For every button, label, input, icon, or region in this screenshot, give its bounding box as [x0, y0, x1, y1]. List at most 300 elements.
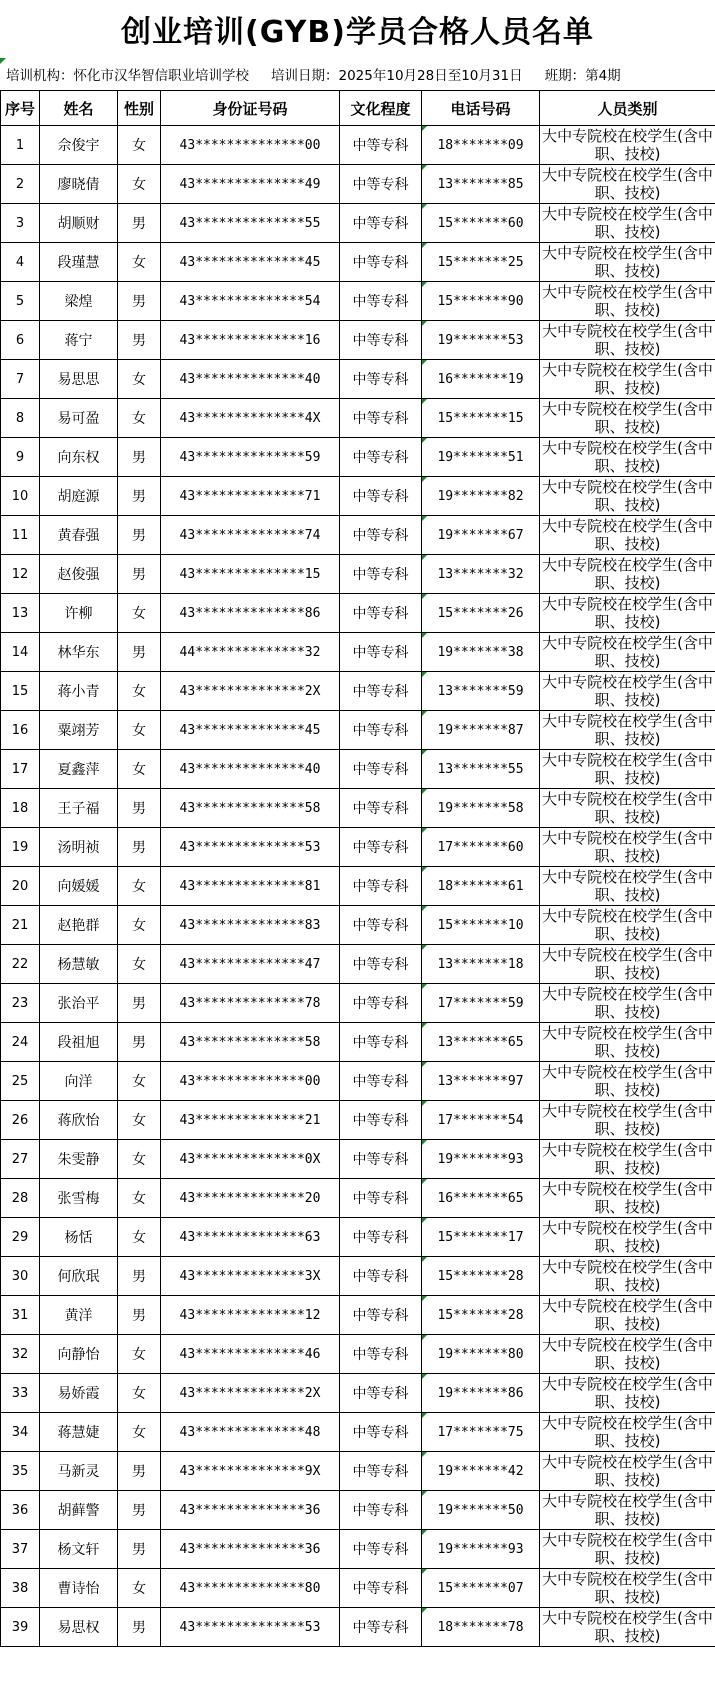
- table-row: [1, 1023, 715, 1062]
- cell-no: 38: [1, 1569, 40, 1608]
- cell-education: 中等专科: [340, 243, 422, 282]
- cell-id-number: 43**************86: [161, 594, 340, 633]
- cell-no: 29: [1, 1218, 40, 1257]
- cell-phone: 15*******26: [422, 594, 540, 633]
- cell-phone: 19*******93: [422, 1140, 540, 1179]
- table-row: [1, 1335, 715, 1374]
- cell-phone: 15*******10: [422, 906, 540, 945]
- cell-id-number: 43**************58: [161, 789, 340, 828]
- cell-no: 7: [1, 360, 40, 399]
- cell-name: 蒋慧婕: [40, 1413, 118, 1452]
- cell-sex: 女: [118, 1179, 161, 1218]
- cell-name: 粟翊芳: [40, 711, 118, 750]
- cell-id-number: 43**************15: [161, 555, 340, 594]
- cell-id-number: 43**************40: [161, 750, 340, 789]
- cell-no: 17: [1, 750, 40, 789]
- training-date: 培训日期：2025年10月28日至10月31日: [271, 68, 523, 84]
- cell-sex: 男: [118, 1257, 161, 1296]
- cell-id-number: 43**************71: [161, 477, 340, 516]
- table-row: [1, 867, 715, 906]
- cell-id-number: 43**************46: [161, 1335, 340, 1374]
- cell-category: 大中专院校在校学生(含中职、技校): [540, 672, 715, 711]
- cell-no: 31: [1, 1296, 40, 1335]
- cell-category: 大中专院校在校学生(含中职、技校): [540, 594, 715, 633]
- cell-phone: 18*******09: [422, 126, 540, 165]
- cell-id-number: 43**************74: [161, 516, 340, 555]
- cell-id-number: 43**************48: [161, 1413, 340, 1452]
- cell-sex: 女: [118, 867, 161, 906]
- cell-sex: 男: [118, 1608, 161, 1647]
- cell-category: 大中专院校在校学生(含中职、技校): [540, 1257, 715, 1296]
- cell-id-number: 43**************21: [161, 1101, 340, 1140]
- cell-name: 向东权: [40, 438, 118, 477]
- cell-phone: 19*******38: [422, 633, 540, 672]
- cell-name: 张治平: [40, 984, 118, 1023]
- cell-sex: 男: [118, 633, 161, 672]
- cell-phone: 15*******28: [422, 1296, 540, 1335]
- cell-id-number: 43**************3X: [161, 1257, 340, 1296]
- cell-education: 中等专科: [340, 1218, 422, 1257]
- cell-name: 向媛媛: [40, 867, 118, 906]
- cell-sex: 男: [118, 438, 161, 477]
- cell-no: 24: [1, 1023, 40, 1062]
- table-row: [1, 126, 715, 165]
- cell-id-number: 43**************59: [161, 438, 340, 477]
- cell-name: 朱雯静: [40, 1140, 118, 1179]
- cell-sex: 男: [118, 555, 161, 594]
- cell-phone: 13*******97: [422, 1062, 540, 1101]
- table-row: [1, 516, 715, 555]
- cell-id-number: 43**************45: [161, 711, 340, 750]
- cell-name: 蒋欣怡: [40, 1101, 118, 1140]
- header-education: 文化程度: [340, 91, 422, 126]
- cell-sex: 男: [118, 477, 161, 516]
- cell-id-number: 43**************00: [161, 126, 340, 165]
- cell-name: 张雪梅: [40, 1179, 118, 1218]
- cell-name: 易思权: [40, 1608, 118, 1647]
- cell-education: 中等专科: [340, 399, 422, 438]
- cell-education: 中等专科: [340, 789, 422, 828]
- cell-education: 中等专科: [340, 282, 422, 321]
- cell-education: 中等专科: [340, 165, 422, 204]
- table-row: [1, 750, 715, 789]
- cell-no: 8: [1, 399, 40, 438]
- cell-sex: 女: [118, 711, 161, 750]
- cell-name: 汤明祯: [40, 828, 118, 867]
- header-sex: 性别: [118, 91, 161, 126]
- cell-sex: 女: [118, 1062, 161, 1101]
- cell-id-number: 43**************12: [161, 1296, 340, 1335]
- cell-phone: 17*******60: [422, 828, 540, 867]
- cell-name: 胡庭源: [40, 477, 118, 516]
- cell-name: 向静怡: [40, 1335, 118, 1374]
- cell-name: 夏鑫萍: [40, 750, 118, 789]
- cell-education: 中等专科: [340, 1257, 422, 1296]
- cell-name: 蒋小青: [40, 672, 118, 711]
- cell-id-number: 43**************81: [161, 867, 340, 906]
- table-row: [1, 1530, 715, 1569]
- cell-category: 大中专院校在校学生(含中职、技校): [540, 906, 715, 945]
- cell-name: 杨恬: [40, 1218, 118, 1257]
- cell-no: 9: [1, 438, 40, 477]
- cell-id-number: 43**************20: [161, 1179, 340, 1218]
- cell-no: 11: [1, 516, 40, 555]
- table-row: [1, 321, 715, 360]
- cell-education: 中等专科: [340, 438, 422, 477]
- cell-id-number: 43**************47: [161, 945, 340, 984]
- cell-education: 中等专科: [340, 1101, 422, 1140]
- cell-no: 1: [1, 126, 40, 165]
- cell-sex: 女: [118, 1140, 161, 1179]
- cell-no: 15: [1, 672, 40, 711]
- cell-id-number: 43**************45: [161, 243, 340, 282]
- cell-id-number: 43**************16: [161, 321, 340, 360]
- cell-no: 16: [1, 711, 40, 750]
- cell-id-number: 43**************4X: [161, 399, 340, 438]
- header-category: 人员类别: [540, 91, 715, 126]
- cell-sex: 男: [118, 789, 161, 828]
- cell-name: 蒋宁: [40, 321, 118, 360]
- cell-category: 大中专院校在校学生(含中职、技校): [540, 1452, 715, 1491]
- cell-name: 王子福: [40, 789, 118, 828]
- cell-name: 胡藓警: [40, 1491, 118, 1530]
- cell-phone: 15*******07: [422, 1569, 540, 1608]
- cell-education: 中等专科: [340, 1452, 422, 1491]
- cell-sex: 男: [118, 321, 161, 360]
- cell-name: 杨慧敏: [40, 945, 118, 984]
- cell-sex: 男: [118, 828, 161, 867]
- cell-category: 大中专院校在校学生(含中职、技校): [540, 477, 715, 516]
- cell-category: 大中专院校在校学生(含中职、技校): [540, 1140, 715, 1179]
- cell-phone: 15*******25: [422, 243, 540, 282]
- cell-sex: 女: [118, 1218, 161, 1257]
- cell-no: 21: [1, 906, 40, 945]
- cell-phone: 19*******82: [422, 477, 540, 516]
- cell-name: 杨文轩: [40, 1530, 118, 1569]
- cell-education: 中等专科: [340, 1374, 422, 1413]
- cell-sex: 男: [118, 282, 161, 321]
- cell-sex: 男: [118, 516, 161, 555]
- cell-phone: 19*******50: [422, 1491, 540, 1530]
- cell-no: 37: [1, 1530, 40, 1569]
- cell-education: 中等专科: [340, 1569, 422, 1608]
- table-row: [1, 1491, 715, 1530]
- cell-id-number: 43**************36: [161, 1491, 340, 1530]
- cell-education: 中等专科: [340, 594, 422, 633]
- cell-no: 20: [1, 867, 40, 906]
- table-row: [1, 1179, 715, 1218]
- cell-category: 大中专院校在校学生(含中职、技校): [540, 321, 715, 360]
- cell-name: 赵俊强: [40, 555, 118, 594]
- table-header-row: [1, 91, 715, 126]
- cell-sex: 女: [118, 1413, 161, 1452]
- cell-category: 大中专院校在校学生(含中职、技校): [540, 1218, 715, 1257]
- cell-education: 中等专科: [340, 360, 422, 399]
- cell-education: 中等专科: [340, 711, 422, 750]
- cell-no: 14: [1, 633, 40, 672]
- cell-sex: 男: [118, 984, 161, 1023]
- cell-education: 中等专科: [340, 321, 422, 360]
- cell-no: 5: [1, 282, 40, 321]
- cell-phone: 13*******59: [422, 672, 540, 711]
- cell-name: 黄洋: [40, 1296, 118, 1335]
- cell-category: 大中专院校在校学生(含中职、技校): [540, 828, 715, 867]
- cell-sex: 女: [118, 1569, 161, 1608]
- table-row: [1, 711, 715, 750]
- cell-category: 大中专院校在校学生(含中职、技校): [540, 1023, 715, 1062]
- cell-education: 中等专科: [340, 1608, 422, 1647]
- cell-sex: 女: [118, 945, 161, 984]
- cell-no: 39: [1, 1608, 40, 1647]
- table-row: [1, 1218, 715, 1257]
- cell-education: 中等专科: [340, 1413, 422, 1452]
- cell-category: 大中专院校在校学生(含中职、技校): [540, 282, 715, 321]
- cell-no: 32: [1, 1335, 40, 1374]
- cell-no: 36: [1, 1491, 40, 1530]
- cell-name: 易娇霞: [40, 1374, 118, 1413]
- header-id: 身份证号码: [161, 91, 340, 126]
- cell-education: 中等专科: [340, 555, 422, 594]
- cell-sex: 女: [118, 243, 161, 282]
- table-row: [1, 906, 715, 945]
- cell-education: 中等专科: [340, 1296, 422, 1335]
- cell-category: 大中专院校在校学生(含中职、技校): [540, 1569, 715, 1608]
- cell-education: 中等专科: [340, 516, 422, 555]
- cell-category: 大中专院校在校学生(含中职、技校): [540, 1608, 715, 1647]
- cell-sex: 女: [118, 1101, 161, 1140]
- table-row: [1, 1296, 715, 1335]
- cell-sex: 男: [118, 1530, 161, 1569]
- cell-category: 大中专院校在校学生(含中职、技校): [540, 204, 715, 243]
- cell-phone: 17*******54: [422, 1101, 540, 1140]
- cell-no: 3: [1, 204, 40, 243]
- cell-no: 27: [1, 1140, 40, 1179]
- cell-education: 中等专科: [340, 1491, 422, 1530]
- cell-no: 10: [1, 477, 40, 516]
- cell-category: 大中专院校在校学生(含中职、技校): [540, 1413, 715, 1452]
- cell-name: 黄春强: [40, 516, 118, 555]
- cell-phone: 19*******53: [422, 321, 540, 360]
- header-no: 序号: [1, 91, 40, 126]
- cell-no: 22: [1, 945, 40, 984]
- cell-category: 大中专院校在校学生(含中职、技校): [540, 438, 715, 477]
- table-row: [1, 360, 715, 399]
- table-row: [1, 1452, 715, 1491]
- cell-sex: 女: [118, 1335, 161, 1374]
- table-row: [1, 204, 715, 243]
- cell-phone: 18*******61: [422, 867, 540, 906]
- cell-sex: 女: [118, 126, 161, 165]
- cell-category: 大中专院校在校学生(含中职、技校): [540, 1296, 715, 1335]
- cell-no: 19: [1, 828, 40, 867]
- table-row: [1, 789, 715, 828]
- cell-education: 中等专科: [340, 945, 422, 984]
- cell-category: 大中专院校在校学生(含中职、技校): [540, 1374, 715, 1413]
- table-row: [1, 165, 715, 204]
- cell-sex: 女: [118, 594, 161, 633]
- cell-id-number: 44**************32: [161, 633, 340, 672]
- cell-id-number: 43**************55: [161, 204, 340, 243]
- cell-phone: 19*******93: [422, 1530, 540, 1569]
- cell-no: 28: [1, 1179, 40, 1218]
- cell-phone: 13*******85: [422, 165, 540, 204]
- cell-id-number: 43**************49: [161, 165, 340, 204]
- cell-category: 大中专院校在校学生(含中职、技校): [540, 555, 715, 594]
- cell-no: 30: [1, 1257, 40, 1296]
- cell-education: 中等专科: [340, 1023, 422, 1062]
- cell-id-number: 43**************9X: [161, 1452, 340, 1491]
- cell-phone: 19*******58: [422, 789, 540, 828]
- cell-name: 胡顺财: [40, 204, 118, 243]
- cell-phone: 15*******15: [422, 399, 540, 438]
- cell-phone: 19*******67: [422, 516, 540, 555]
- table-row: [1, 1062, 715, 1101]
- table-row: [1, 633, 715, 672]
- cell-phone: 13*******18: [422, 945, 540, 984]
- cell-id-number: 43**************80: [161, 1569, 340, 1608]
- cell-sex: 男: [118, 1023, 161, 1062]
- table-row: [1, 594, 715, 633]
- table-row: [1, 984, 715, 1023]
- cell-phone: 13*******32: [422, 555, 540, 594]
- cell-sex: 女: [118, 165, 161, 204]
- cell-no: 34: [1, 1413, 40, 1452]
- cell-name: 佘俊宇: [40, 126, 118, 165]
- cell-no: 4: [1, 243, 40, 282]
- roster-table: [0, 90, 715, 1647]
- cell-id-number: 43**************00: [161, 1062, 340, 1101]
- cell-education: 中等专科: [340, 1335, 422, 1374]
- cell-phone: 19*******87: [422, 711, 540, 750]
- info-bar: [0, 60, 715, 88]
- cell-sex: 女: [118, 399, 161, 438]
- training-org: 培训机构：怀化市汉华智信职业培训学校: [6, 68, 249, 84]
- cell-id-number: 43**************2X: [161, 672, 340, 711]
- cell-phone: 15*******90: [422, 282, 540, 321]
- table-row: [1, 1374, 715, 1413]
- cell-sex: 男: [118, 1491, 161, 1530]
- cell-name: 林华东: [40, 633, 118, 672]
- table-row: [1, 555, 715, 594]
- cell-category: 大中专院校在校学生(含中职、技校): [540, 750, 715, 789]
- cell-education: 中等专科: [340, 477, 422, 516]
- cell-id-number: 43**************58: [161, 1023, 340, 1062]
- cell-education: 中等专科: [340, 984, 422, 1023]
- cell-sex: 男: [118, 204, 161, 243]
- cell-phone: 15*******60: [422, 204, 540, 243]
- cell-category: 大中专院校在校学生(含中职、技校): [540, 984, 715, 1023]
- cell-no: 26: [1, 1101, 40, 1140]
- cell-category: 大中专院校在校学生(含中职、技校): [540, 1179, 715, 1218]
- cell-no: 25: [1, 1062, 40, 1101]
- cell-name: 曹诗怡: [40, 1569, 118, 1608]
- cell-sex: 女: [118, 906, 161, 945]
- table-row: [1, 1101, 715, 1140]
- cell-category: 大中专院校在校学生(含中职、技校): [540, 633, 715, 672]
- table-row: [1, 828, 715, 867]
- cell-name: 何欣珉: [40, 1257, 118, 1296]
- cell-sex: 男: [118, 1452, 161, 1491]
- cell-category: 大中专院校在校学生(含中职、技校): [540, 1062, 715, 1101]
- cell-id-number: 43**************78: [161, 984, 340, 1023]
- cell-sex: 女: [118, 672, 161, 711]
- cell-no: 2: [1, 165, 40, 204]
- cell-sex: 女: [118, 750, 161, 789]
- cell-id-number: 43**************40: [161, 360, 340, 399]
- cell-sex: 女: [118, 1374, 161, 1413]
- cell-name: 易思思: [40, 360, 118, 399]
- cell-phone: 16*******65: [422, 1179, 540, 1218]
- cell-id-number: 43**************2X: [161, 1374, 340, 1413]
- cell-id-number: 43**************54: [161, 282, 340, 321]
- cell-name: 赵艳群: [40, 906, 118, 945]
- cell-phone: 19*******86: [422, 1374, 540, 1413]
- cell-category: 大中专院校在校学生(含中职、技校): [540, 945, 715, 984]
- cell-id-number: 43**************36: [161, 1530, 340, 1569]
- cell-education: 中等专科: [340, 633, 422, 672]
- cell-name: 易可盈: [40, 399, 118, 438]
- cell-name: 段瑾慧: [40, 243, 118, 282]
- cell-sex: 男: [118, 1296, 161, 1335]
- cell-education: 中等专科: [340, 828, 422, 867]
- table-row: [1, 945, 715, 984]
- cell-name: 段祖旭: [40, 1023, 118, 1062]
- cell-category: 大中专院校在校学生(含中职、技校): [540, 711, 715, 750]
- table-row: [1, 399, 715, 438]
- cell-id-number: 43**************53: [161, 828, 340, 867]
- cell-education: 中等专科: [340, 672, 422, 711]
- cell-education: 中等专科: [340, 204, 422, 243]
- cell-category: 大中专院校在校学生(含中职、技校): [540, 126, 715, 165]
- cell-phone: 18*******78: [422, 1608, 540, 1647]
- table-row: [1, 1413, 715, 1452]
- cell-phone: 16*******19: [422, 360, 540, 399]
- cell-no: 35: [1, 1452, 40, 1491]
- cell-id-number: 43**************63: [161, 1218, 340, 1257]
- table-row: [1, 1257, 715, 1296]
- cell-category: 大中专院校在校学生(含中职、技校): [540, 867, 715, 906]
- cell-id-number: 43**************0X: [161, 1140, 340, 1179]
- cell-category: 大中专院校在校学生(含中职、技校): [540, 1335, 715, 1374]
- cell-id-number: 43**************83: [161, 906, 340, 945]
- cell-education: 中等专科: [340, 1140, 422, 1179]
- cell-category: 大中专院校在校学生(含中职、技校): [540, 1530, 715, 1569]
- cell-education: 中等专科: [340, 906, 422, 945]
- table-row: [1, 1569, 715, 1608]
- cell-education: 中等专科: [340, 126, 422, 165]
- cell-category: 大中专院校在校学生(含中职、技校): [540, 789, 715, 828]
- table-row: [1, 1140, 715, 1179]
- cell-category: 大中专院校在校学生(含中职、技校): [540, 399, 715, 438]
- cell-name: 向洋: [40, 1062, 118, 1101]
- cell-phone: 15*******28: [422, 1257, 540, 1296]
- table-row: [1, 477, 715, 516]
- cell-education: 中等专科: [340, 867, 422, 906]
- cell-no: 18: [1, 789, 40, 828]
- cell-category: 大中专院校在校学生(含中职、技校): [540, 1101, 715, 1140]
- cell-category: 大中专院校在校学生(含中职、技校): [540, 165, 715, 204]
- cell-category: 大中专院校在校学生(含中职、技校): [540, 1491, 715, 1530]
- cell-category: 大中专院校在校学生(含中职、技校): [540, 516, 715, 555]
- table-row: [1, 282, 715, 321]
- table-row: [1, 1608, 715, 1647]
- table-row: [1, 672, 715, 711]
- header-name: 姓名: [40, 91, 118, 126]
- cell-no: 13: [1, 594, 40, 633]
- cell-phone: 19*******80: [422, 1335, 540, 1374]
- cell-phone: 13*******65: [422, 1023, 540, 1062]
- cell-name: 许柳: [40, 594, 118, 633]
